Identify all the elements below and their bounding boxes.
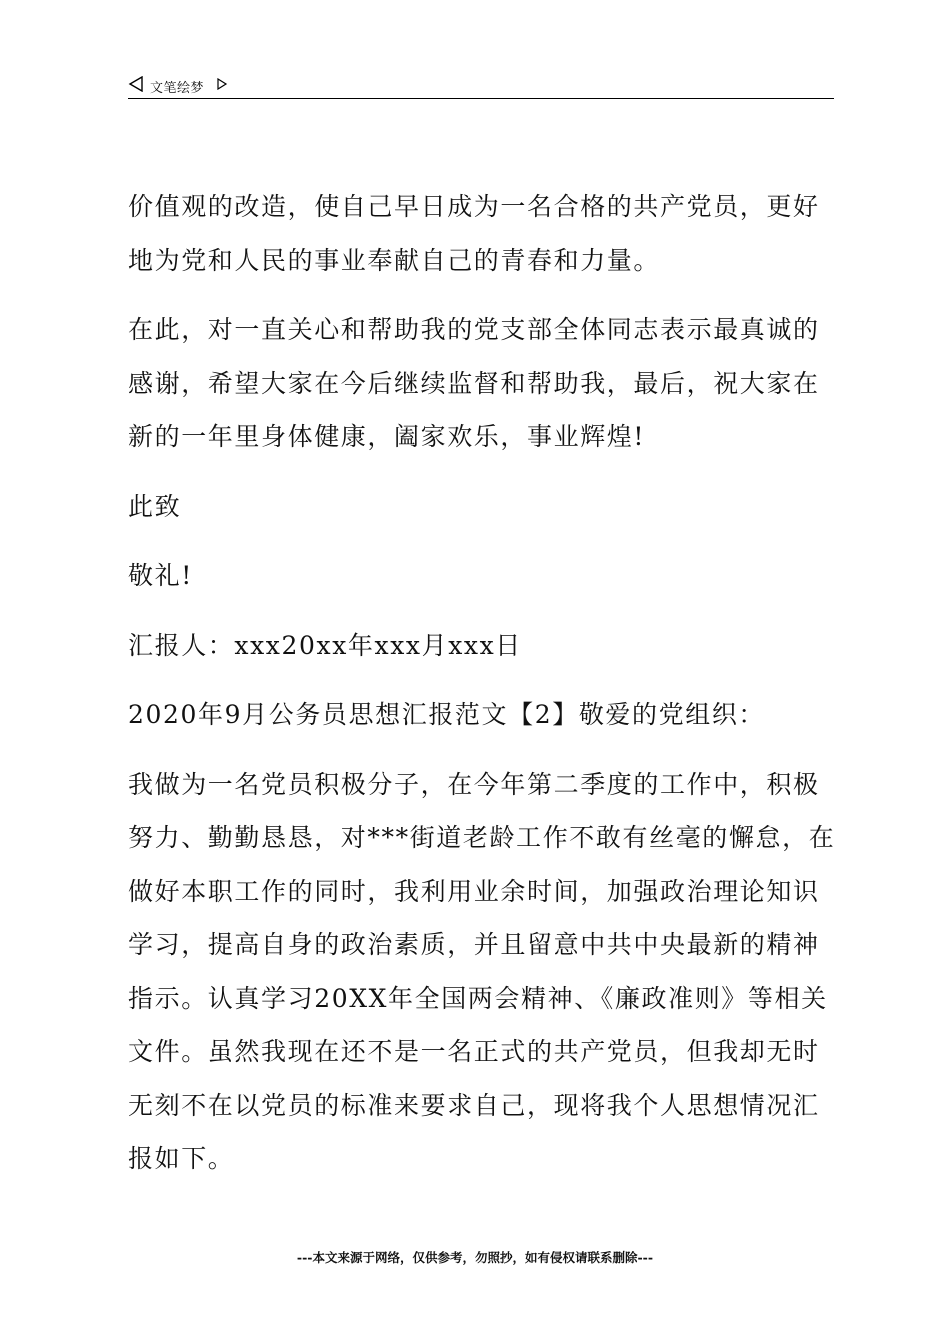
page-header	[128, 74, 834, 99]
document-body	[128, 180, 840, 1202]
paragraph: 我做为一名党员积极分子，在今年第二季度的工作中，积极努力、勤勤恳恳，对***街道老龄工作不敢有丝毫的懈怠，在做好本职工作的同时，我利用业余时间，加强政治理论知识学习，提高自身的政治素质，并且留意中共中央最新的精神指示。认真学习20XX年全国两会精神、《廉政准则》等相关文件。虽然我现在还不是一名正式的共产党员，但我却无时无刻不在以党员的标准来要求自己，现将我个人思想情况汇报如下。	[128, 769, 836, 1173]
section-title: 2020年9月公务员思想汇报范文【2】敬爱的党组织：	[128, 700, 766, 729]
triangle-right-icon	[216, 78, 228, 90]
header-brand: 文笔绘梦	[150, 81, 205, 96]
triangle-left-icon	[128, 76, 144, 92]
page-footer: ---本文来源于网络，仅供参考，勿照抄，如有侵权请联系删除---	[296, 1250, 654, 1265]
paragraph: 在此，对一直关心和帮助我的党支部全体同志表示最真诚的感谢，希望大家在今后继续监督和帮助我，最后，祝大家在新的一年里身体健康，阖家欢乐，事业辉煌!	[128, 315, 820, 451]
salutation-regards: 敬礼!	[128, 561, 193, 590]
paragraph: 价值观的改造，使自己早日成为一名合格的共产党员，更好地为党和人民的事业奉献自己的青春和力量。	[128, 192, 820, 275]
salutation-closing: 此致	[128, 491, 182, 521]
reporter-line: 汇报人：xxx20xx年xxx月xxx日	[128, 630, 522, 660]
